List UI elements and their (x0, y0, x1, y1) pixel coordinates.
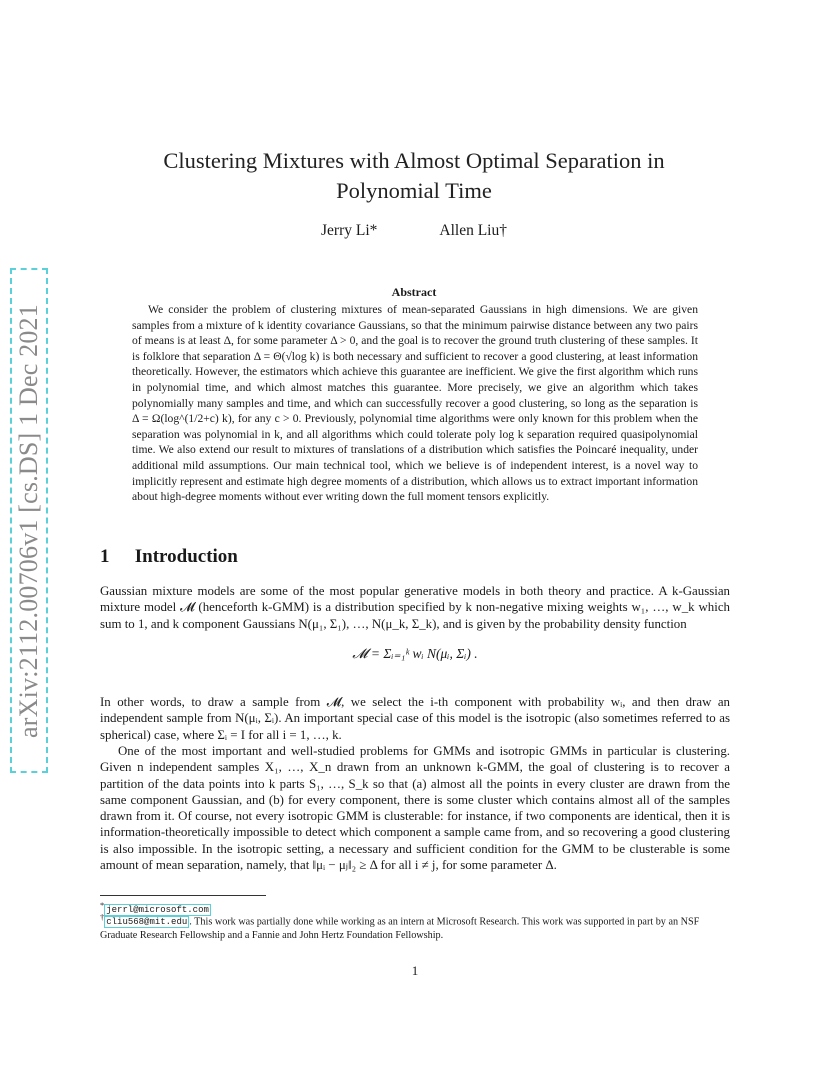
section-heading (100, 546, 238, 568)
page-number: 1 (411, 963, 419, 978)
arxiv-stamp-text: arXiv:2112.00706v1 [cs.DS] 1 Dec 2021 (14, 303, 43, 738)
paragraph-2: In other words, to draw a sample from 𝓜, we select the i-th component with probability wᵢ, and then draw an independent sample from N(μᵢ, Σᵢ). An important special case of this model is the isotropic (also sometimes referred to as spherical) case, where Σᵢ = I for all i = 1, …, k. (100, 695, 730, 742)
footnote-2-text: . This work was partially done while working as an intern at Microsoft Research. This work was supported in part by an NSF Graduate Research Fellowship and a Fannie and John Hertz Foundation Fellowship. (100, 916, 700, 942)
section-title: Introduction (134, 546, 238, 567)
title-line-1: Clustering Mixtures with Almost Optimal Separation in (163, 148, 665, 173)
paragraph-1: Gaussian mixture models are some of the most popular generative models in both theory and practice. A k-Gaussian mixture model 𝓜 (henceforth k-GMM) is a distribution specified by k non-negative mixing weights w₁, …, w_k which sum to 1, and k component Gaussians N(μ₁, Σ₁), …, N(μ_k, Σ_k), and is given by the probability density function (100, 584, 730, 631)
footnote-1-mark: * (100, 900, 105, 910)
footnote-2-email-link[interactable]: cliu568@mit.edu (106, 917, 188, 928)
paragraph-3: One of the most important and well-studied problems for GMMs and isotropic GMMs in particular is clustering. Given n independent samples X₁, …, X_n drawn from an unknown k-GMM, the goal of clustering is to recover a partition of the data points into k parts S₁, …, S_k so that (a) almost all the points in every cluster are drawn from the same component Gaussian, and (b) for every component, there is some cluster which contains almost all of the samples drawn from it. Of course, not every isotropic GMM is clusterable: for instance, if two components are identical, then it is information-theoretically impossible to detect which component a sample came from, and so recovering a good clustering is also impossible. In the isotropic setting, a necessary and sufficient condition for the GMM to be clusterable is some amount of mean separation, namely, that ‖μᵢ − μⱼ‖₂ ≥ Δ for all i ≠ j, for some parameter Δ. (100, 744, 730, 873)
author-1: Jerry Li* (321, 222, 378, 239)
footnote-rule (100, 895, 266, 896)
footnote-1-email-link[interactable]: jerrl@microsoft.com (106, 905, 209, 916)
arxiv-stamp[interactable] (10, 268, 48, 773)
title-line-2: Polynomial Time (336, 178, 492, 203)
abstract-heading: Abstract (391, 285, 437, 299)
section-number: 1 (100, 546, 110, 567)
paper-title (100, 146, 728, 206)
display-equation: 𝓜 = Σᵢ₌₁ᵏ wᵢ N(μᵢ, Σᵢ) . (352, 646, 478, 661)
abstract-text: We consider the problem of clustering mixtures of mean-separated Gaussians in high dimensions. We are given samples from a mixture of k identity covariance Gaussians, so that the minimum pairwise distance between any two pairs of means is at least Δ, for some parameter Δ > 0, and the goal is to recover the ground truth clustering of these samples. It is folklore that separation Δ = Θ(√log k) is both necessary and sufficient to recover a good clustering, at least information theoretically. However, the estimators which achieve this guarantee are inefficient. We give the first algorithm which runs in polynomial time, and which almost matches this guarantee. More precisely, we give an algorithm which takes polynomially many samples and time, and which can successfully recover a good clustering, so long as the separation is Δ = Ω(log^(1/2+c) k), for any c > 0. Previously, polynomial time algorithms were only known for this problem when the separation was polynomial in k, and all algorithms which could tolerate poly log k separation required quasipolynomial time. We also extend our result to mixtures of translations of a distribution which satisfies the Poincaré inequality, under additional mild assumptions. Our main technical tool, which we believe is of independent interest, is a novel way to implicitly represent and estimate high degree moments of a distribution, which allows us to extract important information about high-degree moments without ever writing down the full moment tensors explicitly. (132, 303, 698, 504)
footnote-2-mark: † (100, 912, 105, 922)
author-list (100, 222, 728, 240)
author-2: Allen Liu† (439, 222, 507, 239)
footnote-2 (100, 911, 730, 942)
